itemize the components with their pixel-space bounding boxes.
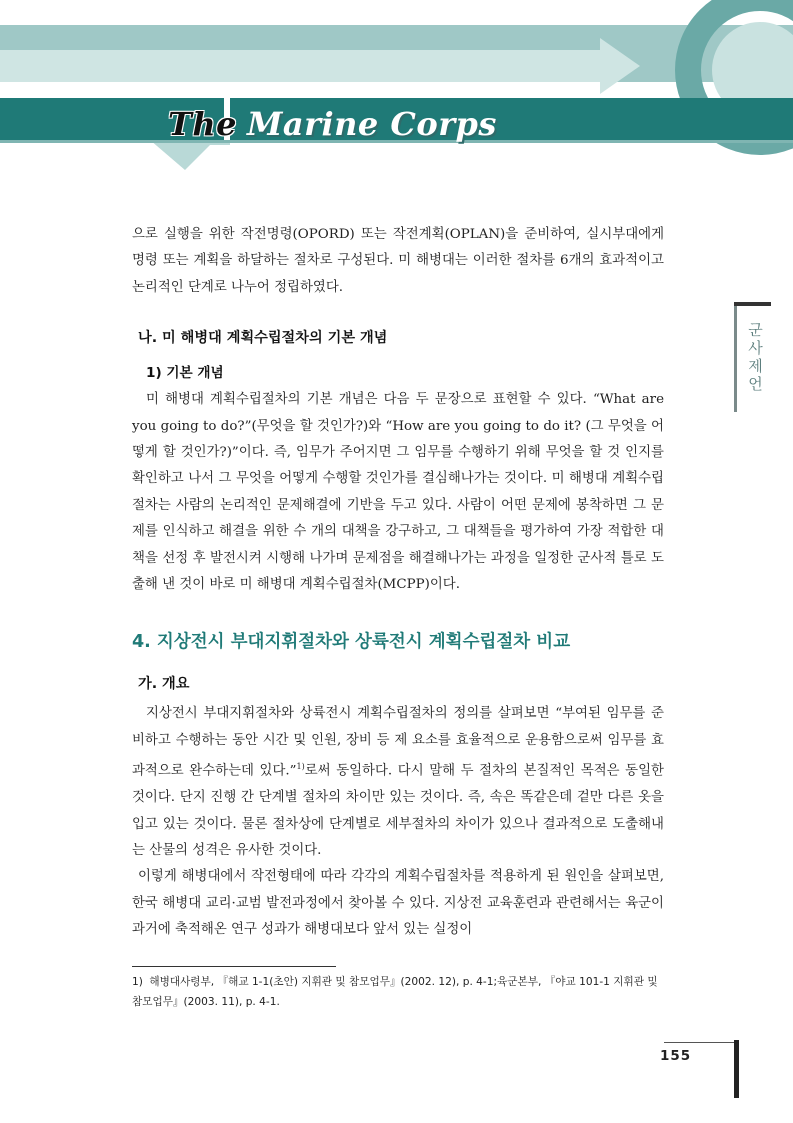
overview-paragraph xyxy=(132,701,664,864)
header-graphic xyxy=(0,0,793,200)
brand-the: The xyxy=(168,105,237,143)
intro-paragraph: 으로 실행을 위한 작전명령(OPORD) 또는 작전계획(OPLAN)을 준비하여, 실시부대에게 명령 또는 계획을 하달하는 절차로 구성된다. 미 해병대는 이러한 절차를 6개의 효과적이고 논리적인 단계로 나누어 정립하였다. xyxy=(132,227,664,295)
side-tab-bar xyxy=(734,302,771,306)
page-number-rule xyxy=(664,1042,736,1043)
footnote-ref[interactable]: 1) xyxy=(296,762,305,772)
footnote-number: 1) xyxy=(132,976,143,988)
closing-paragraph: 이렇게 해병대에서 작전형태에 따라 각각의 계획수립절차를 적용하게 된 원인을 살펴보면, 한국 해병대 교리·교범 발전과정에서 찾아볼 수 있다. 지상전 교육훈련과 관련해서는 육군이 과거에 축적해온 연구 성과가 해병대보다 앞서 있는 실정이 xyxy=(132,869,664,938)
page-number: 155 xyxy=(660,1048,692,1064)
brand-title xyxy=(168,104,497,144)
side-chapter-tab xyxy=(734,302,771,412)
subheading-ga: 가. 개요 xyxy=(138,676,190,693)
footnote xyxy=(132,972,664,1012)
main-content xyxy=(132,222,664,944)
page-edge-bar xyxy=(734,1040,739,1098)
overview-text-a: 지상전시 부대지휘절차와 상륙전시 계획수립절차의 정의를 살펴보면 “부여된 임무를 준비하고 수행하는 동안 시간 및 인원, 장비 등 제 요소를 효율적으로 운용함으로써 임무를 효과적으로 완수하는데 있다.” xyxy=(132,706,664,779)
overview-text-b: 로써 동일하다. 다시 말해 두 절차의 본질적인 목적은 동일한 것이다. 단지 진행 간 단계별 절차의 차이만 있는 것이다. 즉, 속은 똑같은데 겉만 다른 옷을 입고 있는 것이다. 물론 절차상에 단계별로 세부절차의 차이가 있으나 결과적으로 도출해내는 산물의 성격은 유사한 것이다. xyxy=(132,763,664,858)
section-4-heading: 4. 지상전시 부대지휘절차와 상륙전시 계획수립절차 비교 xyxy=(132,632,571,653)
concept-paragraph: 미 해병대 계획수립절차의 기본 개념은 다음 두 문장으로 표현할 수 있다. “What are you going to do?”(무엇을 할 것인가?)와 “How are you going to do it? (그 무엇을 어떻게 할 것인가?)”이다. 즉, 임무가 주어지면 그 임무를 수행하기 위해 무엇을 할 것 인지를 확인하고 나서 그 무엇을 어떻게 수행할 것인가를 결심해나가는 것이다. 미 해병대 계획수립절차는 사람의 논리적인 문제해결에 기반을 두고 있다. 사람이 어떤 문제에 봉착하면 그 문제를 인식하고 해결을 위한 수 개의 대책을 강구하고, 그 대책들을 평가하여 가장 적합한 대책을 선정 후 발전시켜 시행해 나가며 문제점을 해결해나가는 과정을 일정한 군사적 틀로 도출해 낸 것이 바로 미 해병대 계획수립절차(MCPP)이다. xyxy=(132,392,664,593)
subheading-na: 나. 미 해병대 계획수립절차의 기본 개념 xyxy=(138,330,388,347)
brand-marine-corps: Marine Corps xyxy=(246,105,497,143)
footnote-text: 해병대사령부, 『해교 1-1(초안) 지휘관 및 참모업무』(2002. 12), p. 4-1;육군본부, 『야교 101-1 지휘관 및 참모업무』(2003. 11), p. 4-1. xyxy=(132,976,658,1008)
side-tab-label: 군사제언 xyxy=(746,322,764,394)
footnote-divider xyxy=(132,966,336,967)
subheading-1: 1) 기본 개념 xyxy=(146,365,224,382)
header-banner xyxy=(0,0,793,200)
